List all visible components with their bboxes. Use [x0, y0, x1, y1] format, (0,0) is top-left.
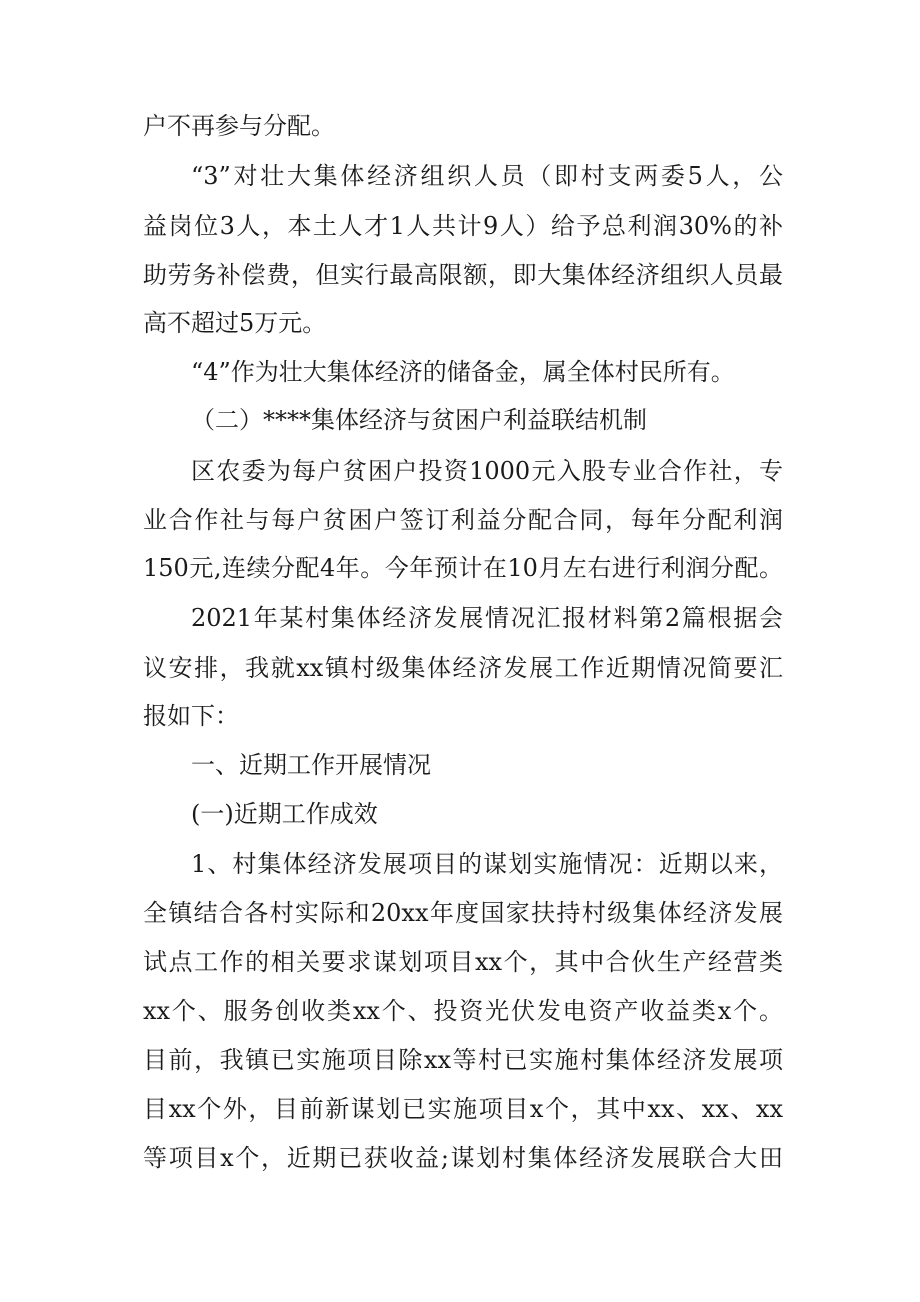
text-line: “4”作为壮大集体经济的储备金，属全体村民所有。: [191, 358, 735, 386]
text-line: 报如下：: [143, 702, 239, 730]
text-line: 150元,连续分配4年。今年预计在10月左右进行利润分配。: [143, 554, 783, 582]
text-line: 户不再参与分配。: [143, 112, 335, 140]
text-line: 益岗位3人，本土人才1人共计9人）给予总利润30%的补: [143, 212, 783, 240]
text-line: 区农委为每户贫困户投资1000元入股专业合作社，专: [191, 457, 783, 485]
section-heading: 一、近期工作开展情况: [191, 751, 431, 779]
text-line: 1、村集体经济发展项目的谋划实施情况：近期以来，: [191, 850, 783, 878]
text-line: “3”对壮大集体经济组织人员（即村支两委5人，公: [191, 162, 783, 190]
subsection-heading: (一)近期工作成效: [191, 800, 378, 828]
text-line: 2021年某村集体经济发展情况汇报材料第2篇根据会: [191, 604, 783, 632]
section-heading: （二）****集体经济与贫困户利益联结机制: [191, 406, 647, 434]
text-line: 高不超过5万元。: [143, 309, 327, 337]
text-line: 等项目x个，近期已获收益;谋划村集体经济发展联合大田: [143, 1144, 783, 1172]
text-line: 议安排，我就xx镇村级集体经济发展工作近期情况简要汇: [143, 654, 783, 682]
text-line: 业合作社与每户贫困户签订利益分配合同，每年分配利润: [143, 506, 783, 534]
text-line: xx个、服务创收类xx个、投资光伏发电资产收益类x个。: [143, 997, 783, 1025]
text-line: 试点工作的相关要求谋划项目xx个，其中合伙生产经营类: [143, 948, 783, 976]
text-line: 目前，我镇已实施项目除xx等村已实施村集体经济发展项: [143, 1046, 783, 1074]
text-line: 全镇结合各村实际和20xx年度国家扶持村级集体经济发展: [143, 899, 783, 927]
text-line: 目xx个外，目前新谋划已实施项目x个，其中xx、xx、xx: [143, 1095, 783, 1123]
text-line: 助劳务补偿费，但实行最高限额，即大集体经济组织人员最: [143, 261, 783, 289]
